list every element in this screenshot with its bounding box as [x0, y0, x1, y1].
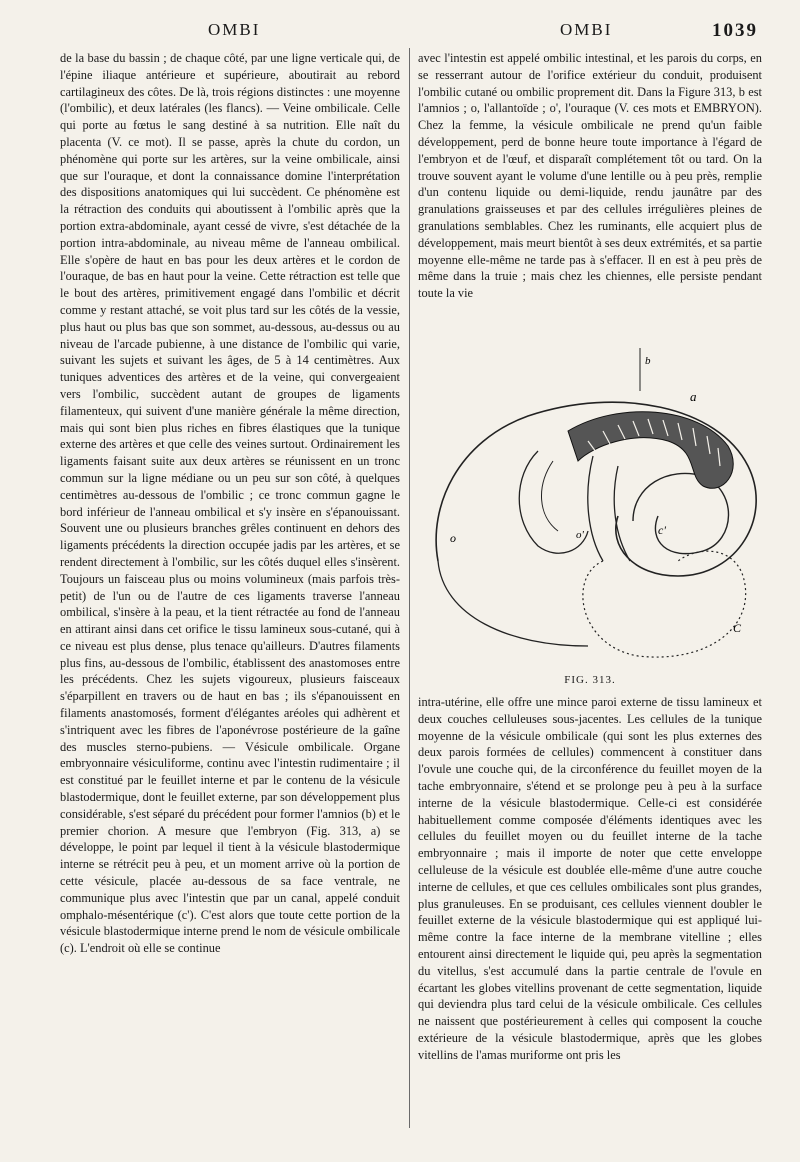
- right-column-bottom-text: intra-utérine, elle offre une mince paroi externe de tissu lamineux et deux couches celluleuses sous-jacentes. Les cellules de la tunique moyenne de la vésicule ombilicale (qui sont les plus externes des deux parois formées de cellules) commencent à constituer dans l'ovule une couche qui, de la circonférence du feuillet moyen de la tache embryonnaire, s'étend et se prolonge peu à peu à la surface interne de la vésicule blastodermique. Celle-ci est considérée habituellement comme composée d'éléments identiques avec les cellules du feuillet moyen ou du feuillet interne de la tache embryonnaire ; mais il importe de noter que cette enveloppe celluleuse de la vésicule est doublée elle-même d'une autre couche interne de cellules, et que ces cellules ombilicales sont plus grandes, plus granuleuses. En se produisant, ces cellules viennent doubler le feuillet externe de la vésicule blastodermique qui est appliqué lui-même contre la face interne de la membrane vitelline ; elles entourent ainsi directement le liquide qui, peu après la segmentation du vitellus, s'est accumulé dans la partie centrale de l'ovule en écartant les globes vitellins provenant de cette segmentation, liquide qui deviendra plus tard celui de la vésicule ombilicale. Ces cellules ne naissent que postérieurement à celles qui composent la couche extérieure de la vésicule blastodermique, après que les globes vitellins de l'amas muriforme ont pris les: [418, 695, 762, 1062]
- figure-caption: FIG. 313.: [564, 674, 616, 686]
- running-head-right: OMBI: [560, 20, 613, 39]
- embryo-illustration: [418, 346, 762, 676]
- figure-313: [418, 346, 762, 690]
- label-c-prime: c': [658, 523, 666, 537]
- umbilical-vesicle: [583, 551, 746, 657]
- column-divider: [409, 48, 410, 1128]
- embryo-body: [568, 412, 733, 489]
- outer-envelope-bottom: [438, 561, 588, 646]
- right-column-top-text: avec l'intestin est appelé ombilic intestinal, et les parois du corps, en se resserrant autour de l'orifice extérieur du conduit, produisent l'ombilic cutané ou ombilic proprement dit. Dans la Figure 313, b est l'amnios ; o, l'allantoïde ; o', l'ouraque (V. ces mots et EMBRYON). Chez la femme, la vésicule ombilicale ne prend qu'un faible développement, perd de bonne heure toute importance à l'égard de l'embryon et de l'œuf, et disparaît complétement tôt ou tard. On la trouve souvent ayant le volume d'une lentille ou à peu près, remplie d'un contenu liquide ou demi-liquide, rendu jaunâtre par des granulations graisseuses et par des cellules irrégulières pleines de granulations semblables. Chez les ruminants, elle acquiert plus de développement, mais meurt bientôt à ses deux extrémités, et sa partie moyenne elle-même ne tarde pas à s'effacer. Il en est à peu près de même dans la truie ; mais chez les chiennes, elle persiste pendant toute la vie: [418, 51, 762, 301]
- label-a: a: [690, 389, 697, 404]
- label-o: o: [450, 531, 456, 545]
- page-number: 1039: [712, 20, 758, 41]
- right-column-bottom: [418, 694, 762, 1064]
- allantois-inner: [542, 461, 558, 531]
- left-column: [60, 50, 400, 957]
- vitelline-duct: [588, 456, 603, 561]
- right-column-top: [418, 50, 762, 302]
- left-column-text: de la base du bassin ; de chaque côté, par une ligne verticale qui, de l'épine iliaque antérieure et supérieure, aboutirait au rebord cartilagineux des côtes. De là, trois régions distinctes : une moyenne (l'ombilic), et deux latérales (les flancs). — Veine ombilicale. Celle qui porte au fœtus le sang destiné à sa nutrition. Elle naît du placenta (V. ce mot). Il se passe, après la chute du cordon, un phénomène qui porte sur les artères, sur la veine ombilicale, ainsi que sur l'ouraque, et dont la connaissance domine l'interprétation des dispositions anatomiques qui lui succèdent. Ce phénomène est la rétraction des conduits qui aboutissent à l'ombilic après que la portion extra-abdominale, ayant cessé de vivre, s'est détachée de la portion intra-abdominale, au niveau même de l'anneau ombilical. Elle s'opère de haut en bas pour les deux artères et le cordon de l'ouraque, de bas en haut pour la veine. Cette rétraction est telle que le bout des artères, primitivement engagé dans l'ombilic et décrit comme y restant attaché, se voit plus tard sur les côtés de la vessie, plus haut ou plus bas que son sommet, au-dessous, au-dessus ou au niveau de l'arcade pubienne, à une distance de l'ombilic qui varie, suivant les sujets et suivant les âges, de 5 à 14 centimètres. Aux tuniques adventices des artères et de la veine, qui convergeaient vers l'ombilic, succèdent autant de groupes de ligaments filamenteux, qui suivent d'une manière générale la même direction, mais qui sont bien plus riches en fibres élastiques que la tunique externe des artères et que celle des veines surtout. Ordinairement les ligaments faisant suite aux deux artères se réunissent en un tronc commun sur la ligne médiane ou un peu sur son côté, à quelques centimètres au-dessous de l'ombilic ; ce tronc commun gagne le bord inférieur de l'anneau ombilical et s'y insère en s'épanouissant. Souvent une ou plusieurs branches grêles continuent en dehors des ligaments précédents la direction occupée jadis par les artères, et se rendent directement à l'ombilic, sur les côtés duquel elles s'insèrent. Toujours un faisceau plus ou moins volumineux (mais parfois très-petit) de l'un ou de l'autre de ces ligaments traverse l'anneau ombilical, s'insère à la peau, et la tient rétractée au fond de l'anneau en attirant ainsi dans cet orifice le tissu lamineux sous-cutané, qui à ce niveau est plus dense, plus tenace qu'ailleurs. D'autres filaments plus fins, au-dessous de l'ombilic, établissent des anastomoses entre les précédents. Chez les sujets vigoureux, plusieurs faisceaux s'éparpillent en travers ou de haut en bas ; ils s'épanouissent en filaments anastomosés, forment d'élégantes aréoles qui adhèrent et s'intriquent avec les fibres de l'aponévrose postérieure de la gaîne des muscles sterno-pubiens. — Vésicule ombilicale. Organe embryonnaire vésiculiforme, continu avec l'intestin rudimentaire ; il est constitué par le feuillet interne et par le contenu de la vésicule blastodermique, dont le feuillet externe, par son développement plus considérable, s'est séparé du précédent pour former l'amnios (b) et le premier chorion. A mesure que l'embryon (Fig. 313, a) se développe, le point par lequel il tient à la vésicule blastodermique interne se rétrécit peu à peu, et un moment arrive où la portion de cette vésicule, placée au-dessous de sa face ventrale, ne communique plus avec l'intestin que par un canal, appelé conduit omphalo-mésentérique (c'). C'est alors que toute cette portion de la vésicule blastodermique interne prend le nom de vésicule ombilicale (c). L'endroit où elle se continue: [60, 51, 400, 956]
- running-head-left: OMBI: [208, 20, 261, 39]
- label-b: b: [645, 355, 651, 367]
- label-o-prime: o': [576, 529, 584, 541]
- vitelline-duct-inner: [614, 466, 630, 561]
- label-c: C: [733, 621, 742, 635]
